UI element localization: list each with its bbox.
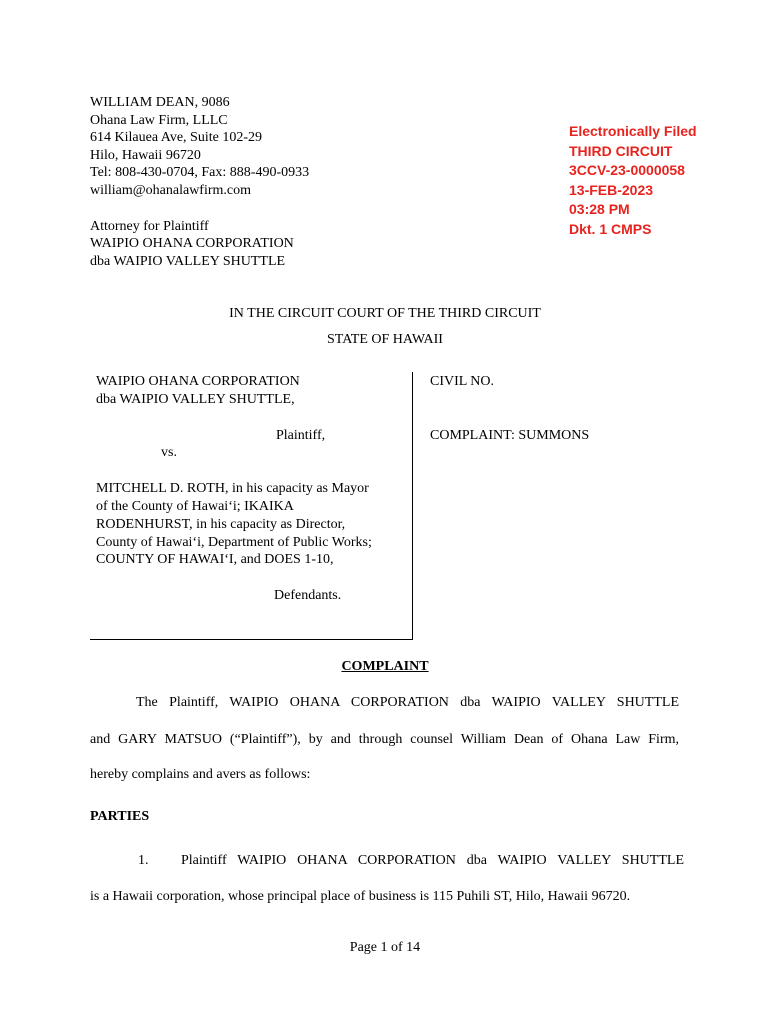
attorney-block — [90, 94, 309, 270]
defendant-line: COUNTY OF HAWAI‘I, and DOES 1-10, — [96, 552, 334, 568]
defendant-line: of the County of Hawai‘i; IKAIKA — [96, 498, 294, 514]
attorney-role: Attorney for Plaintiff — [90, 218, 209, 234]
intro-line: hereby complains and avers as follows: — [90, 767, 311, 782]
stamp-date: 13-FEB-2023 — [569, 181, 654, 198]
paragraph-number: 1. — [138, 853, 149, 868]
filing-stamp — [569, 122, 697, 239]
case-caption — [96, 373, 408, 605]
caption-divider — [412, 372, 413, 640]
firm-email: william@ohanalawfirm.com — [90, 182, 252, 198]
plaintiff-name: WAIPIO OHANA CORPORATION — [96, 374, 300, 389]
firm-street: 614 Kilauea Ave, Suite 102-29 — [90, 130, 262, 146]
defendant-line: County of Hawai‘i, Department of Public Works; — [96, 534, 372, 550]
plaintiff-role: Plaintiff, — [276, 427, 326, 443]
court-name: IN THE CIRCUIT COURT OF THE THIRD CIRCUIT — [229, 306, 541, 321]
parties-heading: PARTIES — [90, 809, 150, 824]
firm-phone-fax: Tel: 808-430-0704, Fax: 888-490-0933 — [90, 165, 310, 181]
stamp-time: 03:28 PM — [569, 201, 630, 217]
complaint-title: COMPLAINT — [341, 659, 429, 674]
stamp-line: Electronically Filed — [569, 123, 697, 139]
plaintiff-dba: dba WAIPIO VALLEY SHUTTLE, — [96, 391, 295, 407]
paragraph-line: Plaintiff WAIPIO OHANA CORPORATION dba WAIPIO VALLEY SHUTTLE — [181, 853, 684, 868]
client-dba: dba WAIPIO VALLEY SHUTTLE — [90, 253, 286, 269]
court-state: STATE OF HAWAII — [327, 332, 443, 347]
page-number: Page 1 of 14 — [349, 940, 421, 955]
firm-name: Ohana Law Firm, LLLC — [90, 112, 228, 128]
attorney-name: WILLIAM DEAN, 9086 — [90, 95, 230, 110]
stamp-line: THIRD CIRCUIT — [569, 142, 673, 159]
versus-label: vs. — [161, 445, 177, 461]
client-name: WAIPIO OHANA CORPORATION — [90, 236, 294, 252]
paragraph-line: is a Hawaii corporation, whose principal place of business is 115 Puhili ST, Hilo, Hawaii 96720. — [90, 889, 631, 904]
intro-line: and GARY MATSUO (“Plaintiff”), by and through counsel William Dean of Ohana Law Firm, — [90, 732, 679, 747]
civil-number-label: CIVIL NO. — [430, 374, 495, 389]
intro-line: The Plaintiff, WAIPIO OHANA CORPORATION dba WAIPIO VALLEY SHUTTLE — [136, 695, 679, 710]
firm-city: Hilo, Hawaii 96720 — [90, 147, 201, 163]
stamp-case-number: 3CCV-23-0000058 — [569, 162, 685, 178]
defendant-role: Defendants. — [274, 588, 342, 604]
stamp-docket: Dkt. 1 CMPS — [569, 220, 652, 237]
defendant-line: RODENHURST, in his capacity as Director, — [96, 516, 346, 532]
document-type: COMPLAINT: SUMMONS — [430, 428, 590, 443]
caption-underline — [90, 639, 413, 640]
defendant-line: MITCHELL D. ROTH, in his capacity as Mayor — [96, 481, 369, 497]
